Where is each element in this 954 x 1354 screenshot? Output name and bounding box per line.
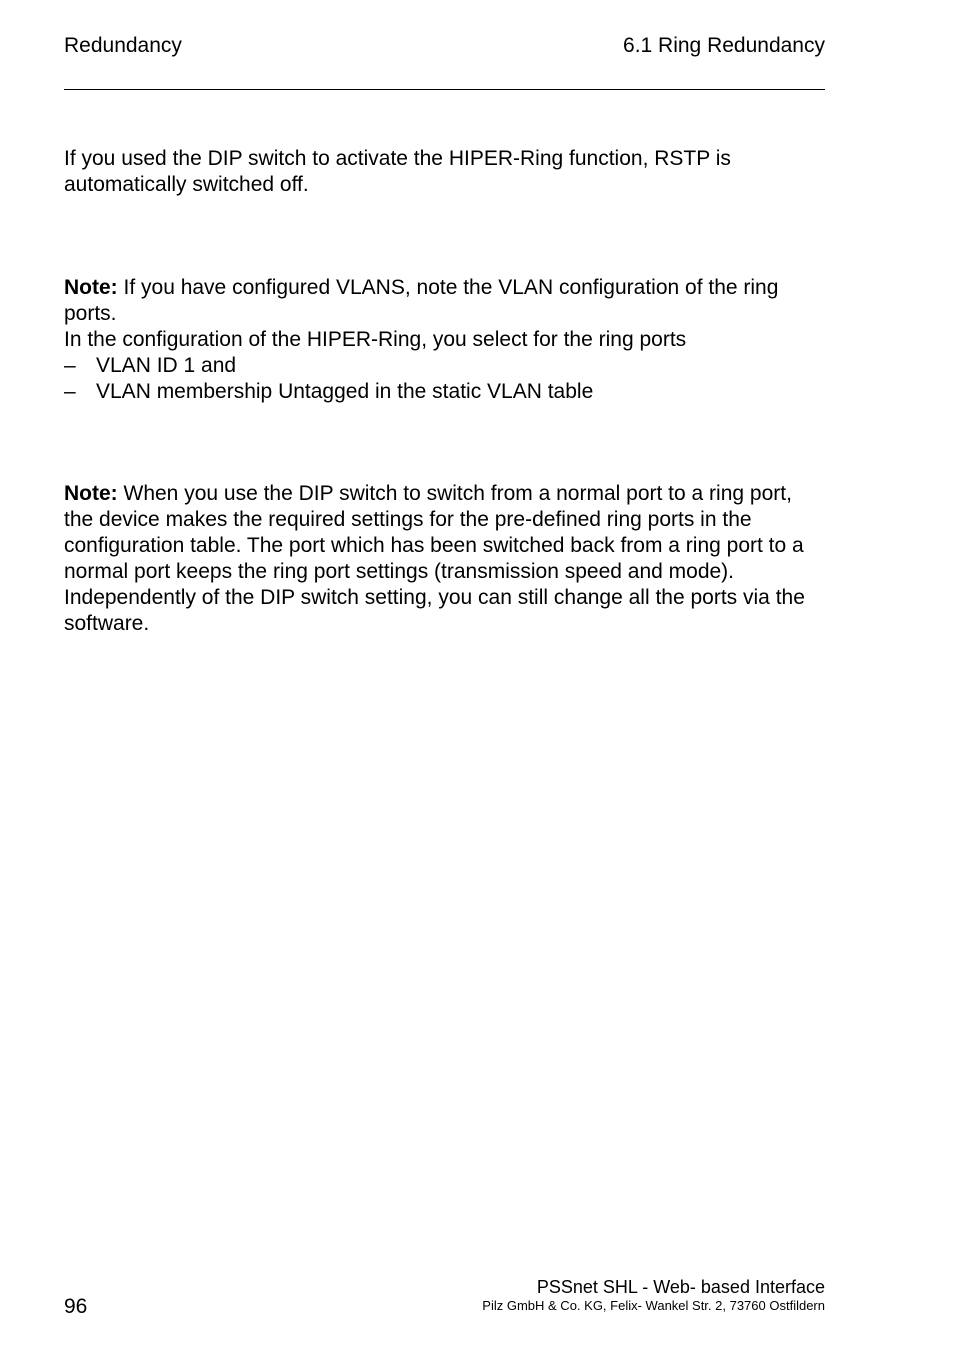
list-item-text: VLAN ID 1 and <box>96 354 237 377</box>
page-number: 96 <box>64 1295 88 1318</box>
note-vlan-body: If you have configured VLANS, note the VLAN configuration of the ring ports. <box>64 276 779 325</box>
note-label: Note: <box>64 276 118 299</box>
note-label: Note: <box>64 482 118 505</box>
dash-marker: – <box>64 380 76 403</box>
note-dip-switch-body: When you use the DIP switch to switch from a normal port to a ring port, the device makes the required settings for the pre-defined ring ports in the configuration table. The port which has been switched back from a ring port to a normal port keeps the ring port settings (transmission speed and mode). Independently of the DIP switch setting, you can still change all the ports via the software. <box>64 482 805 635</box>
footer-product-title: PSSnet SHL - Web- based Interface <box>536 1277 825 1297</box>
note-dip-switch <box>64 481 825 637</box>
list-item <box>64 379 825 405</box>
note-vlan-intro: In the configuration of the HIPER-Ring, you select for the ring ports <box>64 328 687 351</box>
header-section-title: Redundancy <box>64 34 182 57</box>
note-vlan <box>64 275 825 405</box>
list-item-text: VLAN membership Untagged in the static VLAN table <box>96 380 594 403</box>
header-chapter-title: 6.1 Ring Redundancy <box>623 34 825 57</box>
footer-company-address: Pilz GmbH & Co. KG, Felix- Wankel Str. 2, 73760 Ostfildern <box>482 1298 825 1313</box>
list-item <box>64 353 825 379</box>
ring-port-list <box>64 353 825 405</box>
dash-marker: – <box>64 354 76 377</box>
note-vlan-text <box>64 275 825 327</box>
paragraph-rstp: If you used the DIP switch to activate the HIPER-Ring function, RSTP is automatically switched off. <box>64 147 731 196</box>
header-divider <box>64 89 825 90</box>
